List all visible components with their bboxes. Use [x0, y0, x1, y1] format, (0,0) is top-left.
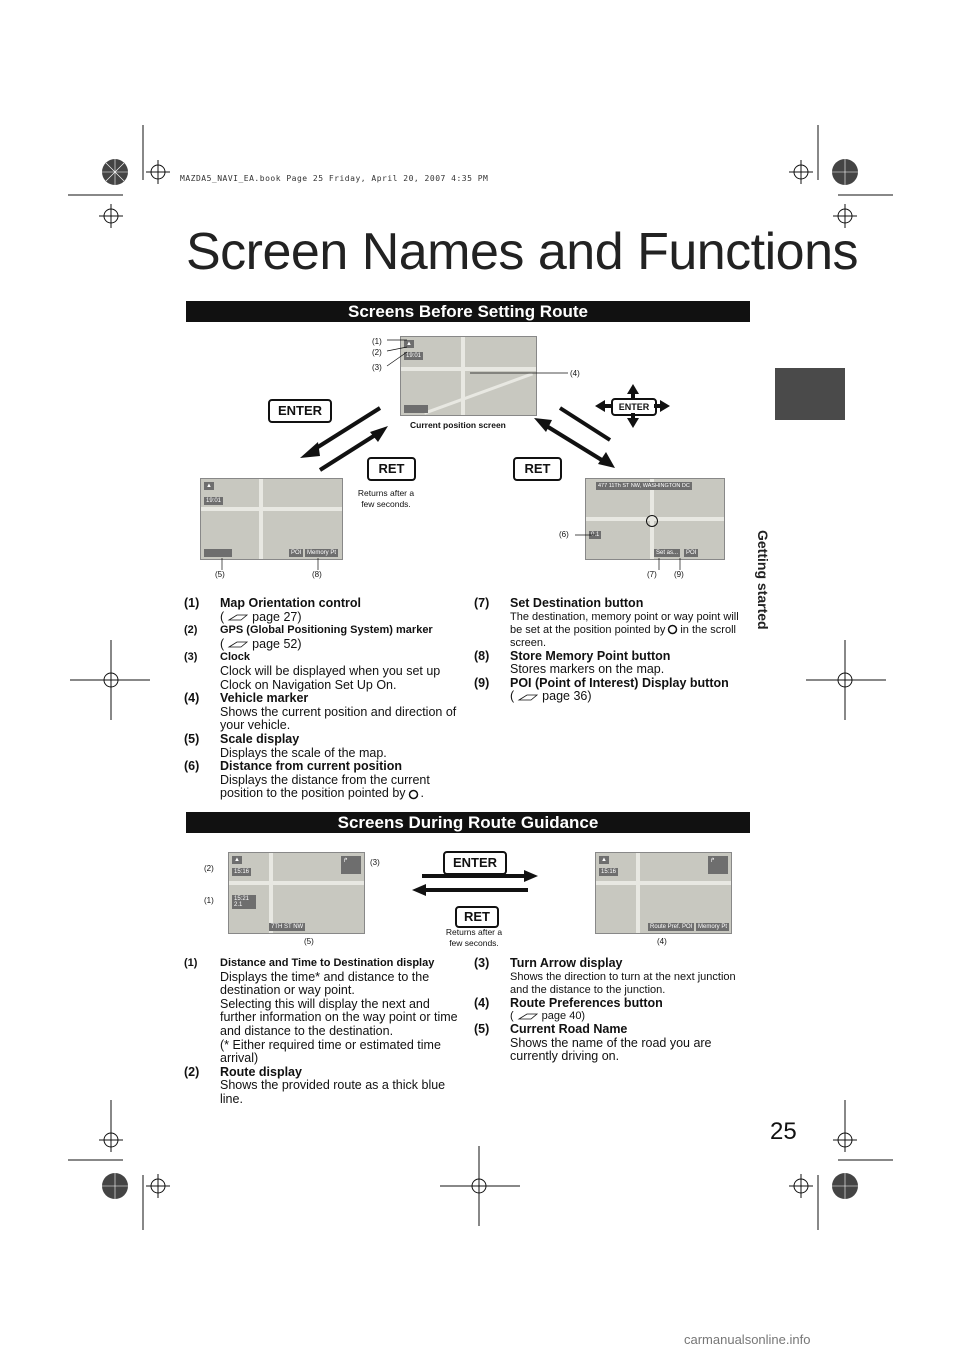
- ref-prefix: (: [510, 689, 515, 704]
- current-position-caption: Current position screen: [410, 420, 506, 430]
- item-num: (1): [184, 957, 198, 969]
- leader-lines-top: [380, 335, 580, 385]
- item-text: Shows the direction to turn at the next junction and the distance to the junction.: [510, 970, 736, 996]
- leader-lines-right: [570, 530, 730, 575]
- item-current-road-name: [474, 1023, 749, 1064]
- item-text: Displays the distance from the current position to the position pointed by: [220, 772, 430, 801]
- item-clock: [184, 651, 469, 692]
- turn-arrow-icon: ↱: [341, 856, 361, 874]
- label-9: (9): [674, 570, 684, 579]
- item-set-destination: [474, 597, 749, 650]
- distance-time-display: [232, 895, 256, 909]
- label-6: (6): [559, 530, 569, 539]
- item-text: Displays the time* and distance to the destination or way point.: [220, 969, 430, 998]
- returns-note-2-line2: few seconds.: [449, 938, 499, 948]
- turn-arrow-icon-2: ↱: [708, 856, 728, 874]
- label-3: (3): [372, 363, 382, 372]
- page-reference: page 27): [252, 609, 302, 624]
- item-heading: Map Orientation control: [220, 596, 361, 610]
- footer-watermark: carmanualsonline.info: [684, 1332, 811, 1347]
- set-destination-button-map: Set as...: [656, 550, 679, 556]
- item-heading: Set Destination button: [510, 596, 644, 610]
- item-text: Shows the provided route as a thick blue line.: [220, 1078, 446, 1106]
- map-clock-2: 19:01: [206, 498, 222, 504]
- item-text-3: (* Either required time or estimated time arrival): [220, 1037, 441, 1066]
- page-reference-icon: [227, 613, 249, 622]
- item-gps-marker: [184, 624, 469, 651]
- orientation-icon-3: ▲: [234, 857, 240, 863]
- poi-button-map: POI: [291, 550, 302, 556]
- item-poi-display: [474, 677, 749, 704]
- map-clock-4: 15:16: [601, 869, 617, 875]
- item-heading: Route Preferences button: [510, 995, 663, 1010]
- page-number: 25: [770, 1118, 797, 1145]
- eta: 15:21: [234, 896, 250, 902]
- item-text-b: in the scroll screen.: [510, 623, 736, 649]
- page-reference-icon: [517, 1012, 539, 1021]
- item-num: (5): [184, 731, 200, 746]
- item-heading: Distance from current position: [220, 759, 402, 774]
- item-num: (4): [184, 691, 200, 706]
- ref-prefix: (: [510, 1010, 514, 1023]
- map-clock: 19:01: [406, 353, 422, 359]
- item-num: (8): [474, 648, 490, 663]
- distance-to-destination: 2.1: [234, 902, 243, 908]
- item-num: (3): [474, 956, 490, 970]
- item-num: (4): [474, 995, 490, 1010]
- distance-display: 0.1: [591, 532, 600, 538]
- leader-lines-left: [200, 556, 340, 572]
- guidance-transition-arrows: [410, 868, 540, 898]
- label-4: (4): [570, 369, 580, 378]
- orientation-icon-2: ▲: [206, 483, 212, 489]
- returns-note-1: [346, 488, 426, 510]
- item-num: (7): [474, 596, 490, 610]
- pointer-cursor-icon: [646, 515, 658, 527]
- print-file-header: MAZDA5_NAVI_EA.book Page 25 Friday, April 20, 2007 4:35 PM: [180, 174, 489, 183]
- ret-key-left: RET: [367, 457, 416, 481]
- section2-items-left: [184, 957, 469, 1107]
- section-title-route-guidance: Screens During Route Guidance: [186, 812, 750, 833]
- item-map-orientation: [184, 597, 469, 624]
- item-heading: POI (Point of Interest) Display button: [510, 675, 729, 690]
- enter-key-left: ENTER: [268, 399, 332, 423]
- item-scale-display: [184, 733, 469, 760]
- orientation-icon-4: ▲: [601, 857, 607, 863]
- item-heading: Vehicle marker: [220, 691, 309, 706]
- item-text: Shows the current position and direction of your vehicle.: [220, 704, 457, 733]
- item-heading: Turn Arrow display: [510, 956, 623, 970]
- page-title: Screen Names and Functions: [186, 223, 859, 281]
- section-title-before-route: Screens Before Setting Route: [186, 301, 750, 322]
- label-5b: (5): [304, 937, 314, 946]
- returns-note-2: [434, 927, 514, 949]
- item-heading: Store Memory Point button: [510, 648, 671, 663]
- item-num: (5): [474, 1022, 490, 1037]
- returns-note-line2: few seconds.: [361, 499, 411, 509]
- item-route-preferences: [474, 997, 749, 1024]
- pointer-cursor-icon: [667, 624, 678, 635]
- item-turn-arrow: [474, 957, 749, 997]
- enter-key-joystick: ENTER: [611, 398, 657, 416]
- item-text: Displays the scale of the map.: [220, 745, 387, 760]
- page-reference-icon: [227, 640, 249, 649]
- route-preferences-button-map: Route Pref.: [650, 924, 681, 930]
- item-num: (6): [184, 759, 200, 774]
- label-1b: (1): [204, 896, 214, 905]
- item-heading: Distance and Time to Destination display: [220, 957, 435, 969]
- item-heading: Route display: [220, 1064, 302, 1079]
- side-tab-block: [775, 368, 845, 420]
- item-store-memory: [474, 650, 749, 677]
- poi-button-map-2: POI: [686, 550, 697, 556]
- item-num: (1): [184, 596, 200, 610]
- page-reference: page 36): [542, 689, 592, 704]
- ret-key-guidance: RET: [455, 906, 499, 928]
- enter-key-guidance: ENTER: [443, 851, 507, 875]
- page-reference-icon: [517, 693, 539, 702]
- item-text: Clock will be displayed when you set up Clock on Navigation Set Up On.: [220, 663, 441, 692]
- label-1: (1): [372, 337, 382, 346]
- section2-items-right: [474, 957, 749, 1064]
- item-distance-current: [184, 760, 469, 801]
- returns-note-line1: Returns after a: [357, 488, 415, 498]
- item-distance-time: [184, 957, 469, 1066]
- item-route-display: [184, 1066, 469, 1107]
- pointer-cursor-icon: [408, 789, 419, 800]
- ret-key-right: RET: [513, 457, 562, 481]
- label-4b: (4): [657, 937, 667, 946]
- item-heading: Clock: [220, 651, 250, 664]
- item-num: (2): [184, 624, 198, 637]
- label-8: (8): [312, 570, 322, 579]
- ref-prefix: (: [220, 609, 225, 624]
- section1-items-right: [474, 597, 749, 704]
- guidance-screen-right: [595, 852, 732, 934]
- guidance-screen-left: [228, 852, 365, 934]
- item-text: Shows the name of the road you are currently driving on.: [510, 1035, 712, 1064]
- item-heading: GPS (Global Positioning System) marker: [220, 624, 433, 637]
- orientation-icon: ▲: [406, 341, 412, 347]
- label-2b: (2): [204, 864, 214, 873]
- side-tab-label: Getting started: [755, 530, 771, 630]
- returns-note-2-line1: Returns after a: [445, 927, 503, 937]
- scale-screen: [200, 478, 343, 560]
- item-vehicle-marker: [184, 692, 469, 733]
- label-3b: (3): [370, 858, 380, 867]
- item-text: Stores markers on the map.: [510, 662, 665, 677]
- item-heading: Scale display: [220, 731, 300, 746]
- item-num: (9): [474, 675, 490, 690]
- memory-point-button-map: Memory Pt: [307, 550, 337, 556]
- item-num: (2): [184, 1064, 200, 1079]
- transition-arrows: [290, 380, 690, 480]
- ref-prefix: (: [220, 636, 225, 651]
- memory-point-button-map-2: Memory Pt: [698, 924, 728, 930]
- page-reference: page 40): [541, 1010, 586, 1023]
- item-num: (3): [184, 651, 198, 664]
- item-heading: Current Road Name: [510, 1022, 628, 1037]
- current-road-name: 7TH ST NW: [271, 924, 304, 930]
- page-reference: page 52): [252, 636, 302, 651]
- label-2: (2): [372, 348, 382, 357]
- scroll-address: 477 11Th ST NW, WASHINGTON DC: [598, 483, 690, 489]
- poi-button-map-3: POI: [682, 924, 693, 930]
- item-text-2: Selecting this will display the next and further information on the way point or time and distance to the destination.: [220, 996, 458, 1038]
- map-clock-3: 15:16: [234, 869, 250, 875]
- item-text: The destination, memory point or way point will be set at the position pointed by: [510, 610, 739, 636]
- item-text-end: .: [420, 786, 425, 801]
- label-5: (5): [215, 570, 225, 579]
- section1-items-left: [184, 597, 469, 801]
- label-7: (7): [647, 570, 657, 579]
